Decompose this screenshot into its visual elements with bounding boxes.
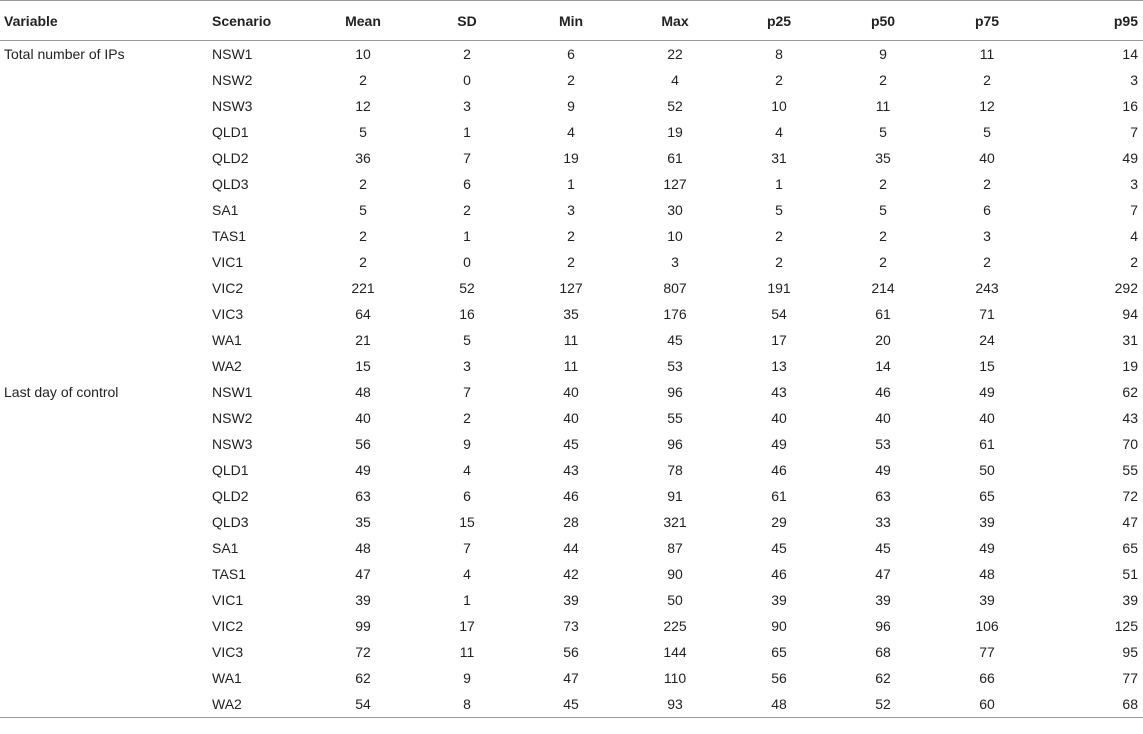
cell-min: 19 (563, 150, 579, 166)
cell-p50: 52 (831, 691, 935, 718)
cell-scenario: NSW3 (212, 436, 253, 452)
cell-variable (0, 457, 208, 483)
cell-p95: 43 (1122, 410, 1138, 426)
cell-p25: 2 (775, 254, 783, 270)
cell-variable (0, 639, 208, 665)
table-row (0, 405, 1143, 431)
table-row (0, 223, 1143, 249)
cell-min: 47 (563, 670, 579, 686)
cell-p25: 40 (771, 410, 787, 426)
header-p75: p75 (935, 1, 1039, 41)
cell-mean: 10 (355, 46, 371, 62)
cell-p50: 96 (875, 618, 891, 634)
cell-min: 4 (567, 124, 575, 140)
cell-variable (0, 509, 208, 535)
header-mean: Mean (311, 1, 415, 41)
cell-sd: 0 (463, 72, 471, 88)
cell-p95: 125 (1114, 618, 1138, 634)
cell-sd: 2 (463, 202, 471, 218)
cell-max: 53 (667, 358, 683, 374)
cell-min: 46 (563, 488, 579, 504)
header-p25: p25 (727, 1, 831, 41)
cell-min: 2 (567, 72, 575, 88)
cell-sd: 9 (463, 436, 471, 452)
table-row (0, 379, 1143, 405)
cell-variable (0, 561, 208, 587)
cell-p50: 39 (875, 592, 891, 608)
cell-min: 45 (563, 436, 579, 452)
cell-variable (0, 119, 208, 145)
cell-scenario: WA2 (212, 358, 242, 374)
table-row (0, 613, 1143, 639)
cell-scenario: VIC3 (212, 306, 244, 322)
cell-p25: 45 (771, 540, 787, 556)
cell-p95: 3 (1130, 72, 1138, 88)
cell-p95: 4 (1130, 228, 1138, 244)
cell-p50: 45 (875, 540, 891, 556)
cell-max: 176 (663, 306, 687, 322)
cell-variable: Total number of IPs (4, 46, 125, 62)
cell-mean: 47 (355, 566, 371, 582)
cell-p95: 70 (1122, 436, 1138, 452)
cell-p75: 11 (979, 46, 995, 62)
table-row (0, 171, 1143, 197)
cell-variable (0, 691, 208, 718)
cell-p95: 62 (1122, 384, 1138, 400)
cell-p50: 61 (875, 306, 891, 322)
cell-scenario: VIC3 (212, 644, 244, 660)
cell-max: 19 (667, 124, 683, 140)
table-row (0, 275, 1143, 301)
table-row (0, 41, 1143, 68)
table-row (0, 457, 1143, 483)
cell-max: 30 (667, 202, 683, 218)
cell-max: 50 (667, 592, 683, 608)
cell-scenario: VIC1 (212, 592, 244, 608)
cell-p75: 49 (979, 540, 995, 556)
cell-scenario: VIC1 (212, 254, 244, 270)
cell-mean: 39 (355, 592, 371, 608)
cell-variable: Last day of control (4, 384, 119, 400)
cell-variable (0, 67, 208, 93)
cell-mean: 12 (355, 98, 371, 114)
cell-min: 42 (563, 566, 579, 582)
header-variable: Variable (0, 1, 208, 41)
table-row (0, 561, 1143, 587)
cell-p75: 2 (983, 176, 991, 192)
cell-min: 45 (519, 691, 623, 718)
cell-max: 225 (663, 618, 687, 634)
cell-p95: 16 (1122, 98, 1138, 114)
cell-p25: 29 (771, 514, 787, 530)
cell-mean: 48 (355, 384, 371, 400)
cell-max: 144 (663, 644, 687, 660)
cell-variable (0, 93, 208, 119)
table-row (0, 119, 1143, 145)
cell-p95: 39 (1122, 592, 1138, 608)
cell-p75: 24 (979, 332, 995, 348)
cell-variable (0, 587, 208, 613)
table-row (0, 327, 1143, 353)
cell-variable (0, 301, 208, 327)
cell-mean: 21 (355, 332, 371, 348)
cell-p25: 48 (727, 691, 831, 718)
cell-mean: 56 (355, 436, 371, 452)
table-row (0, 353, 1143, 379)
cell-max: 10 (667, 228, 683, 244)
cell-sd: 6 (463, 488, 471, 504)
cell-mean: 5 (359, 124, 367, 140)
cell-min: 2 (567, 254, 575, 270)
cell-min: 40 (563, 384, 579, 400)
cell-scenario: TAS1 (212, 228, 246, 244)
cell-p95: 55 (1122, 462, 1138, 478)
cell-min: 11 (563, 358, 579, 374)
cell-p25: 43 (771, 384, 787, 400)
cell-max: 807 (663, 280, 687, 296)
cell-scenario: QLD1 (212, 462, 249, 478)
cell-variable (0, 431, 208, 457)
cell-scenario: NSW1 (212, 46, 253, 62)
cell-scenario: QLD3 (212, 176, 249, 192)
cell-scenario: WA2 (208, 691, 311, 718)
cell-p25: 5 (775, 202, 783, 218)
cell-variable (0, 197, 208, 223)
cell-sd: 4 (463, 462, 471, 478)
cell-variable (0, 327, 208, 353)
cell-max: 96 (667, 384, 683, 400)
cell-p25: 8 (775, 46, 783, 62)
cell-mean: 221 (351, 280, 375, 296)
header-p50: p50 (831, 1, 935, 41)
cell-p95: 65 (1122, 540, 1138, 556)
cell-p25: 31 (771, 150, 787, 166)
table-header (0, 1, 1143, 41)
cell-min: 1 (567, 176, 575, 192)
cell-p25: 46 (771, 566, 787, 582)
cell-scenario: NSW2 (212, 410, 253, 426)
table-body (0, 41, 1143, 718)
cell-p25: 65 (771, 644, 787, 660)
cell-p95: 31 (1122, 332, 1138, 348)
header-p95: p95 (1039, 1, 1143, 41)
cell-sd: 17 (459, 618, 475, 634)
cell-max: 3 (671, 254, 679, 270)
cell-p50: 20 (875, 332, 891, 348)
cell-min: 44 (563, 540, 579, 556)
cell-p95: 7 (1130, 202, 1138, 218)
cell-p95: 68 (1039, 691, 1143, 718)
cell-p75: 61 (979, 436, 995, 452)
cell-p75: 65 (979, 488, 995, 504)
cell-p50: 2 (879, 176, 887, 192)
cell-min: 56 (563, 644, 579, 660)
cell-scenario: NSW1 (212, 384, 253, 400)
cell-p75: 71 (979, 306, 995, 322)
cell-max: 87 (667, 540, 683, 556)
cell-p75: 243 (975, 280, 999, 296)
cell-scenario: WA1 (212, 670, 242, 686)
cell-scenario: SA1 (212, 202, 239, 218)
cell-p25: 13 (771, 358, 787, 374)
cell-max: 321 (663, 514, 687, 530)
cell-min: 40 (563, 410, 579, 426)
cell-p50: 40 (875, 410, 891, 426)
cell-sd: 1 (463, 592, 471, 608)
cell-mean: 2 (359, 228, 367, 244)
cell-p50: 63 (875, 488, 891, 504)
cell-p75: 12 (979, 98, 995, 114)
cell-sd: 7 (463, 150, 471, 166)
cell-mean: 2 (359, 176, 367, 192)
cell-max: 78 (667, 462, 683, 478)
cell-p50: 62 (875, 670, 891, 686)
cell-sd: 2 (463, 46, 471, 62)
cell-p95: 77 (1122, 670, 1138, 686)
cell-p75: 3 (983, 228, 991, 244)
header-scenario: Scenario (208, 1, 311, 41)
cell-p50: 68 (875, 644, 891, 660)
cell-min: 2 (567, 228, 575, 244)
cell-p50: 47 (875, 566, 891, 582)
cell-mean: 40 (355, 410, 371, 426)
cell-mean: 35 (355, 514, 371, 530)
cell-variable (0, 171, 208, 197)
cell-p50: 35 (875, 150, 891, 166)
cell-max: 52 (667, 98, 683, 114)
cell-min: 73 (563, 618, 579, 634)
cell-p50: 53 (875, 436, 891, 452)
cell-p95: 47 (1122, 514, 1138, 530)
cell-p50: 14 (875, 358, 891, 374)
cell-variable (0, 145, 208, 171)
cell-scenario: VIC2 (212, 618, 244, 634)
cell-p75: 50 (979, 462, 995, 478)
header-row (0, 1, 1143, 41)
cell-sd: 7 (463, 540, 471, 556)
table-row (0, 431, 1143, 457)
cell-variable (0, 249, 208, 275)
cell-p25: 49 (771, 436, 787, 452)
cell-mean: 36 (355, 150, 371, 166)
cell-scenario: VIC2 (212, 280, 244, 296)
cell-sd: 8 (415, 691, 519, 718)
cell-min: 127 (559, 280, 583, 296)
cell-sd: 0 (463, 254, 471, 270)
cell-p75: 40 (979, 150, 995, 166)
cell-p50: 49 (875, 462, 891, 478)
cell-p50: 2 (879, 254, 887, 270)
cell-sd: 15 (459, 514, 475, 530)
cell-p75: 49 (979, 384, 995, 400)
cell-p95: 94 (1122, 306, 1138, 322)
cell-variable (0, 483, 208, 509)
header-min: Min (519, 1, 623, 41)
cell-p25: 90 (771, 618, 787, 634)
cell-p50: 5 (879, 202, 887, 218)
cell-p25: 10 (771, 98, 787, 114)
cell-mean: 5 (359, 202, 367, 218)
cell-p75: 66 (979, 670, 995, 686)
cell-min: 3 (567, 202, 575, 218)
table-row (0, 93, 1143, 119)
table-row (0, 639, 1143, 665)
cell-p75: 48 (979, 566, 995, 582)
cell-p25: 46 (771, 462, 787, 478)
cell-mean: 62 (355, 670, 371, 686)
cell-sd: 2 (463, 410, 471, 426)
cell-sd: 6 (463, 176, 471, 192)
cell-p50: 9 (879, 46, 887, 62)
cell-p25: 39 (771, 592, 787, 608)
cell-max: 61 (667, 150, 683, 166)
cell-p75: 2 (983, 254, 991, 270)
cell-scenario: TAS1 (212, 566, 246, 582)
table-row (0, 691, 1143, 718)
cell-mean: 2 (359, 254, 367, 270)
table-row (0, 145, 1143, 171)
cell-sd: 3 (463, 98, 471, 114)
cell-scenario: QLD1 (212, 124, 249, 140)
cell-max: 45 (667, 332, 683, 348)
cell-p75: 5 (983, 124, 991, 140)
cell-max: 96 (667, 436, 683, 452)
table-row (0, 67, 1143, 93)
cell-variable (0, 665, 208, 691)
cell-p25: 56 (771, 670, 787, 686)
cell-p75: 6 (983, 202, 991, 218)
cell-sd: 11 (459, 644, 475, 660)
cell-p75: 60 (935, 691, 1039, 718)
cell-p95: 2 (1130, 254, 1138, 270)
cell-p95: 292 (1114, 280, 1138, 296)
cell-p25: 2 (775, 72, 783, 88)
cell-mean: 48 (355, 540, 371, 556)
cell-p95: 19 (1122, 358, 1138, 374)
cell-p95: 7 (1130, 124, 1138, 140)
cell-p95: 14 (1122, 46, 1138, 62)
cell-min: 6 (567, 46, 575, 62)
cell-p95: 51 (1122, 566, 1138, 582)
cell-max: 55 (667, 410, 683, 426)
cell-min: 11 (563, 332, 579, 348)
table-row (0, 509, 1143, 535)
cell-mean: 2 (359, 72, 367, 88)
cell-scenario: QLD2 (212, 150, 249, 166)
cell-mean: 54 (311, 691, 415, 718)
cell-max: 4 (671, 72, 679, 88)
cell-p75: 39 (979, 514, 995, 530)
cell-p75: 39 (979, 592, 995, 608)
cell-max: 127 (663, 176, 687, 192)
cell-p25: 17 (771, 332, 787, 348)
cell-variable (0, 535, 208, 561)
cell-min: 28 (563, 514, 579, 530)
table-row (0, 197, 1143, 223)
cell-p95: 95 (1122, 644, 1138, 660)
cell-p75: 15 (979, 358, 995, 374)
cell-mean: 49 (355, 462, 371, 478)
cell-scenario: WA1 (212, 332, 242, 348)
cell-p50: 5 (879, 124, 887, 140)
cell-p50: 2 (879, 228, 887, 244)
cell-sd: 7 (463, 384, 471, 400)
cell-p95: 49 (1122, 150, 1138, 166)
cell-p50: 11 (875, 98, 891, 114)
cell-max: 110 (663, 670, 687, 686)
cell-mean: 64 (355, 306, 371, 322)
cell-p25: 2 (775, 228, 783, 244)
cell-max: 90 (667, 566, 683, 582)
table-row (0, 535, 1143, 561)
cell-p50: 2 (879, 72, 887, 88)
cell-sd: 1 (463, 124, 471, 140)
cell-variable (0, 223, 208, 249)
cell-scenario: SA1 (212, 540, 239, 556)
header-sd: SD (415, 1, 519, 41)
cell-sd: 4 (463, 566, 471, 582)
cell-p25: 61 (771, 488, 787, 504)
cell-min: 39 (563, 592, 579, 608)
cell-p50: 46 (875, 384, 891, 400)
table-row (0, 665, 1143, 691)
table-row (0, 483, 1143, 509)
cell-variable (0, 613, 208, 639)
cell-mean: 15 (355, 358, 371, 374)
cell-max: 91 (667, 488, 683, 504)
cell-sd: 3 (463, 358, 471, 374)
cell-max: 22 (667, 46, 683, 62)
cell-min: 43 (563, 462, 579, 478)
header-max: Max (623, 1, 727, 41)
cell-min: 35 (563, 306, 579, 322)
cell-sd: 1 (463, 228, 471, 244)
cell-mean: 72 (355, 644, 371, 660)
cell-sd: 16 (459, 306, 475, 322)
cell-p95: 72 (1122, 488, 1138, 504)
cell-mean: 99 (355, 618, 371, 634)
cell-sd: 5 (463, 332, 471, 348)
table-row (0, 587, 1143, 613)
cell-scenario: QLD3 (212, 514, 249, 530)
cell-sd: 52 (459, 280, 475, 296)
cell-scenario: QLD2 (212, 488, 249, 504)
cell-max: 93 (623, 691, 727, 718)
cell-variable (0, 275, 208, 301)
cell-p25: 1 (775, 176, 783, 192)
cell-scenario: NSW2 (212, 72, 253, 88)
cell-p25: 4 (775, 124, 783, 140)
cell-variable (0, 405, 208, 431)
cell-mean: 63 (355, 488, 371, 504)
cell-p75: 106 (975, 618, 999, 634)
cell-p50: 33 (875, 514, 891, 530)
cell-p75: 2 (983, 72, 991, 88)
table-row (0, 249, 1143, 275)
cell-sd: 9 (463, 670, 471, 686)
cell-p95: 3 (1130, 176, 1138, 192)
cell-p75: 77 (979, 644, 995, 660)
cell-p25: 54 (771, 306, 787, 322)
cell-p25: 191 (767, 280, 791, 296)
cell-scenario: NSW3 (212, 98, 253, 114)
cell-p50: 214 (871, 280, 895, 296)
table-row (0, 301, 1143, 327)
cell-p75: 40 (979, 410, 995, 426)
cell-min: 9 (567, 98, 575, 114)
cell-variable (0, 353, 208, 379)
